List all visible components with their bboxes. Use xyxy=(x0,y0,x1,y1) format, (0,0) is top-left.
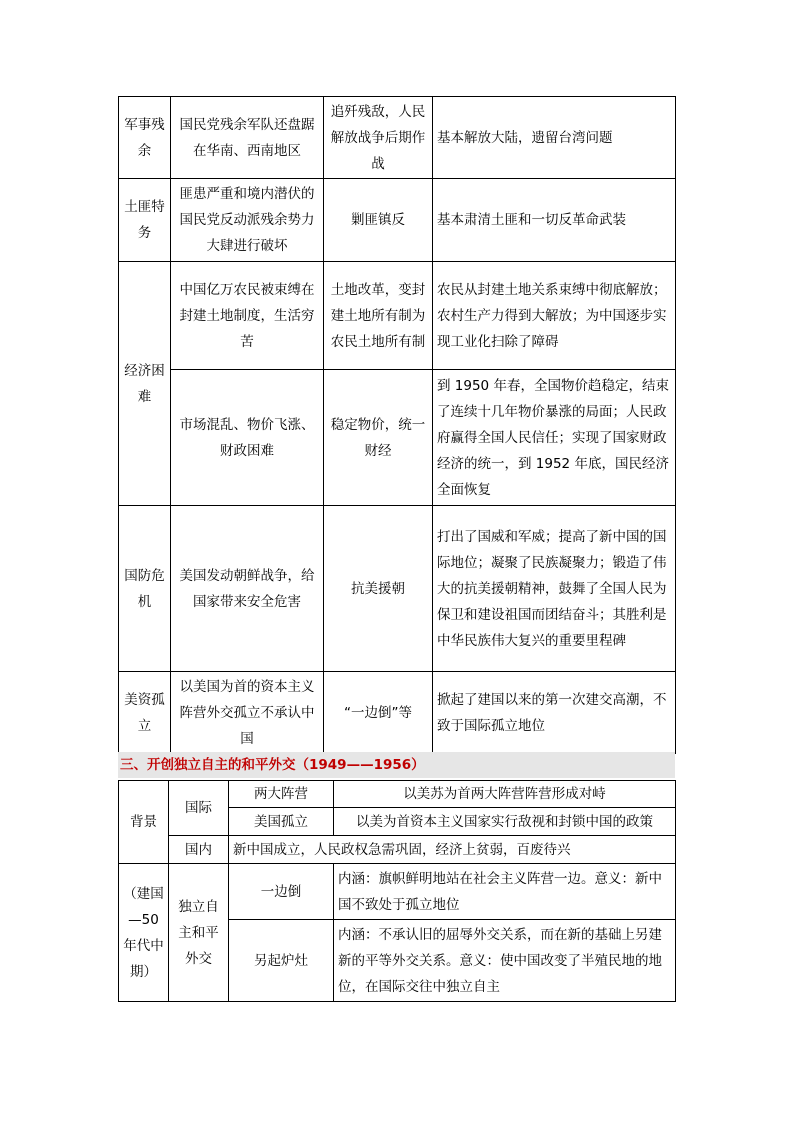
table-row xyxy=(119,262,676,370)
new-stove-text: 内涵：不承认旧的屈辱外交关系，而在新的基础上另建新的平等外交关系。意义：使中国改变了半殖民地的地位，在国际交往中独立自主 xyxy=(334,920,676,1002)
table-row xyxy=(119,836,676,864)
measure-cell: 剿匪镇反 xyxy=(324,179,433,262)
bipolar-label: 两大阵营 xyxy=(229,781,334,808)
table-row xyxy=(119,179,676,262)
domestic-label: 国内 xyxy=(169,836,229,864)
result-cell: 掀起了建国以来的第一次建交高潮，不致于国际孤立地位 xyxy=(433,672,676,754)
result-cell: 农民从封建土地关系束缚中彻底解放；农村生产力得到大解放；为中国逐步实现工业化扫除了障碍 xyxy=(433,262,676,370)
measure-cell: 土地改革，变封建土地所有制为农民土地所有制 xyxy=(324,262,433,370)
us-isolation-label: 美国孤立 xyxy=(229,808,334,836)
table-row xyxy=(119,672,676,754)
problem-cell: 国防危机 xyxy=(119,506,171,672)
lean-label: 一边倒 xyxy=(229,864,334,920)
policy-label: 独立自主和平外交 xyxy=(169,864,229,1002)
section-title: 三、开创独立自主的和平外交（1949——1956） xyxy=(118,752,675,778)
result-cell: 打出了国威和军威；提高了新中国的国际地位；凝聚了民族凝聚力；锻造了伟大的抗美援朝精神，鼓舞了全国人民为保卫和建设祖国而团结奋斗；其胜利是中华民族伟大复兴的重要里程碑 xyxy=(433,506,676,672)
background-label: 背景 xyxy=(119,781,169,864)
table-row xyxy=(119,97,676,179)
measure-cell: “一边倒”等 xyxy=(324,672,433,754)
measure-cell: 稳定物价，统一财经 xyxy=(324,370,433,506)
table-row xyxy=(119,864,676,920)
measure-cell: 抗美援朝 xyxy=(324,506,433,672)
domestic-problems-table xyxy=(118,96,676,754)
result-cell: 基本解放大陆，遗留台湾问题 xyxy=(433,97,676,179)
period-label: （建国—50年代中期） xyxy=(119,864,169,1002)
us-isolation-text: 以美为首资本主义国家实行敌视和封锁中国的政策 xyxy=(334,808,676,836)
lean-text: 内涵：旗帜鲜明地站在社会主义阵营一边。意义：新中国不致处于孤立地位 xyxy=(334,864,676,920)
table-row xyxy=(119,781,676,808)
foreign-policy-table xyxy=(118,780,676,1002)
situation-cell: 市场混乱、物价飞涨、财政困难 xyxy=(171,370,324,506)
problem-cell: 土匪特务 xyxy=(119,179,171,262)
international-label: 国际 xyxy=(169,781,229,836)
result-cell: 基本肃清土匪和一切反革命武装 xyxy=(433,179,676,262)
problem-cell: 美资孤立 xyxy=(119,672,171,754)
new-stove-label: 另起炉灶 xyxy=(229,920,334,1002)
situation-cell: 美国发动朝鲜战争，给国家带来安全危害 xyxy=(171,506,324,672)
domestic-text: 新中国成立，人民政权急需巩固，经济上贫弱，百废待兴 xyxy=(229,836,676,864)
problem-cell: 经济困难 xyxy=(119,262,171,506)
bipolar-text: 以美苏为首两大阵营阵营形成对峙 xyxy=(334,781,676,808)
table-row xyxy=(119,506,676,672)
problem-cell: 军事残余 xyxy=(119,97,171,179)
table-row xyxy=(119,370,676,506)
situation-cell: 匪患严重和境内潜伏的国民党反动派残余势力大肆进行破坏 xyxy=(171,179,324,262)
situation-cell: 以美国为首的资本主义阵营外交孤立不承认中国 xyxy=(171,672,324,754)
situation-cell: 国民党残余军队还盘踞在华南、西南地区 xyxy=(171,97,324,179)
measure-cell: 追歼残敌，人民解放战争后期作战 xyxy=(324,97,433,179)
situation-cell: 中国亿万农民被束缚在封建土地制度，生活穷苦 xyxy=(171,262,324,370)
result-cell: 到 1950 年春，全国物价趋稳定，结束了连续十几年物价暴涨的局面；人民政府赢得全国人民信任；实现了国家财政经济的统一，到 1952 年底，国民经济全面恢复 xyxy=(433,370,676,506)
